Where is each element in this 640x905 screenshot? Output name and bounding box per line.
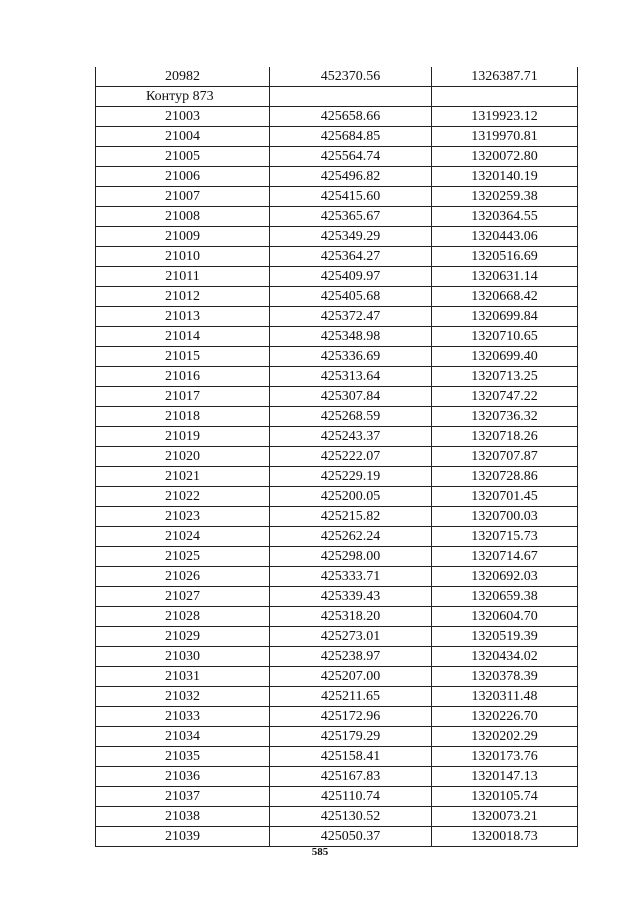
table-row [96, 767, 578, 787]
y-coordinate-cell: 1320378.39 [432, 667, 578, 687]
x-coordinate-cell: 425684.85 [270, 127, 432, 147]
x-coordinate-cell: 425564.74 [270, 147, 432, 167]
x-coordinate-cell: 425339.43 [270, 587, 432, 607]
point-number-cell: 21017 [96, 387, 270, 407]
table-row [96, 507, 578, 527]
section-title: Контур 873 [96, 87, 270, 107]
x-coordinate-cell: 425349.29 [270, 227, 432, 247]
y-coordinate-cell: 1320434.02 [432, 647, 578, 667]
table-row [96, 527, 578, 547]
point-number-cell: 21009 [96, 227, 270, 247]
y-coordinate-cell: 1320692.03 [432, 567, 578, 587]
x-coordinate-cell: 425172.96 [270, 707, 432, 727]
y-coordinate-cell: 1319923.12 [432, 107, 578, 127]
coordinates-table-body [96, 67, 578, 847]
x-coordinate-cell: 425229.19 [270, 467, 432, 487]
table-row [96, 67, 578, 87]
x-coordinate-cell: 425207.00 [270, 667, 432, 687]
x-coordinate-cell: 425211.65 [270, 687, 432, 707]
table-row [96, 407, 578, 427]
table-row [96, 547, 578, 567]
y-coordinate-cell: 1320516.69 [432, 247, 578, 267]
y-coordinate-cell: 1320659.38 [432, 587, 578, 607]
table-row [96, 347, 578, 367]
y-coordinate-cell: 1320699.40 [432, 347, 578, 367]
y-coordinate-cell: 1320668.42 [432, 287, 578, 307]
table-row [96, 207, 578, 227]
x-coordinate-cell: 425179.29 [270, 727, 432, 747]
x-coordinate-cell: 425333.71 [270, 567, 432, 587]
point-number-cell: 21008 [96, 207, 270, 227]
y-coordinate-cell: 1320226.70 [432, 707, 578, 727]
y-coordinate-cell: 1320259.38 [432, 187, 578, 207]
point-number-cell: 21027 [96, 587, 270, 607]
point-number-cell: 21012 [96, 287, 270, 307]
point-number-cell: 21010 [96, 247, 270, 267]
point-number-cell: 21023 [96, 507, 270, 527]
point-number-cell: 21025 [96, 547, 270, 567]
x-coordinate-cell: 425415.60 [270, 187, 432, 207]
x-coordinate-cell: 425167.83 [270, 767, 432, 787]
y-coordinate-cell: 1320747.22 [432, 387, 578, 407]
point-number-cell: 21018 [96, 407, 270, 427]
table-row [96, 487, 578, 507]
y-coordinate-cell: 1320736.32 [432, 407, 578, 427]
point-number-cell: 21037 [96, 787, 270, 807]
point-number-cell: 21003 [96, 107, 270, 127]
point-number-cell: 21038 [96, 807, 270, 827]
x-coordinate-cell: 425268.59 [270, 407, 432, 427]
table-row [96, 387, 578, 407]
y-coordinate-cell: 1320700.03 [432, 507, 578, 527]
table-row [96, 647, 578, 667]
table-row [96, 307, 578, 327]
x-coordinate-cell: 425348.98 [270, 327, 432, 347]
x-coordinate-cell: 425405.68 [270, 287, 432, 307]
section-row [96, 87, 578, 107]
table-row [96, 467, 578, 487]
y-coordinate-cell: 1320364.55 [432, 207, 578, 227]
table-row [96, 187, 578, 207]
table-row [96, 267, 578, 287]
y-coordinate-cell: 1320072.80 [432, 147, 578, 167]
table-row [96, 747, 578, 767]
x-coordinate-cell: 425307.84 [270, 387, 432, 407]
x-coordinate-cell: 425110.74 [270, 787, 432, 807]
point-number-cell: 21019 [96, 427, 270, 447]
x-coordinate-cell: 425496.82 [270, 167, 432, 187]
y-coordinate-cell: 1320018.73 [432, 827, 578, 847]
table-row [96, 687, 578, 707]
x-coordinate-cell: 425158.41 [270, 747, 432, 767]
empty-cell [270, 87, 432, 107]
point-number-cell: 21011 [96, 267, 270, 287]
y-coordinate-cell: 1320443.06 [432, 227, 578, 247]
table-row [96, 707, 578, 727]
point-number-cell: 21039 [96, 827, 270, 847]
table-row [96, 627, 578, 647]
x-coordinate-cell: 425200.05 [270, 487, 432, 507]
point-number-cell: 21004 [96, 127, 270, 147]
table-row [96, 587, 578, 607]
empty-cell [432, 87, 578, 107]
y-coordinate-cell: 1320147.13 [432, 767, 578, 787]
y-coordinate-cell: 1320202.29 [432, 727, 578, 747]
point-number-cell: 21006 [96, 167, 270, 187]
y-coordinate-cell: 1320707.87 [432, 447, 578, 467]
x-coordinate-cell: 425298.00 [270, 547, 432, 567]
y-coordinate-cell: 1320699.84 [432, 307, 578, 327]
x-coordinate-cell: 425318.20 [270, 607, 432, 627]
x-coordinate-cell: 425409.97 [270, 267, 432, 287]
y-coordinate-cell: 1320701.45 [432, 487, 578, 507]
point-number-cell: 21005 [96, 147, 270, 167]
x-coordinate-cell: 425243.37 [270, 427, 432, 447]
point-number-cell: 21029 [96, 627, 270, 647]
table-row [96, 447, 578, 467]
table-row [96, 607, 578, 627]
y-coordinate-cell: 1320173.76 [432, 747, 578, 767]
table-row [96, 147, 578, 167]
y-coordinate-cell: 1320140.19 [432, 167, 578, 187]
table-row [96, 247, 578, 267]
y-coordinate-cell: 1319970.81 [432, 127, 578, 147]
y-coordinate-cell: 1320519.39 [432, 627, 578, 647]
x-coordinate-cell: 425215.82 [270, 507, 432, 527]
table-row [96, 327, 578, 347]
y-coordinate-cell: 1320718.26 [432, 427, 578, 447]
table-row [96, 827, 578, 847]
table-row [96, 367, 578, 387]
point-number-cell: 21024 [96, 527, 270, 547]
x-coordinate-cell: 425050.37 [270, 827, 432, 847]
y-coordinate-cell: 1320728.86 [432, 467, 578, 487]
table-row [96, 227, 578, 247]
x-coordinate-cell: 425273.01 [270, 627, 432, 647]
y-coordinate-cell: 1320073.21 [432, 807, 578, 827]
y-coordinate-cell: 1320714.67 [432, 547, 578, 567]
x-coordinate-cell: 425365.67 [270, 207, 432, 227]
point-number-cell: 21032 [96, 687, 270, 707]
point-number-cell: 21021 [96, 467, 270, 487]
point-number-cell: 21015 [96, 347, 270, 367]
page-number: 585 [311, 846, 329, 858]
table-row [96, 807, 578, 827]
x-coordinate-cell: 425364.27 [270, 247, 432, 267]
x-coordinate-cell: 425313.64 [270, 367, 432, 387]
table-row [96, 427, 578, 447]
point-number-cell: 21036 [96, 767, 270, 787]
table-row [96, 567, 578, 587]
x-coordinate-cell: 425222.07 [270, 447, 432, 467]
point-number-cell: 21016 [96, 367, 270, 387]
point-number-cell: 21014 [96, 327, 270, 347]
point-number-cell: 21033 [96, 707, 270, 727]
table-row [96, 107, 578, 127]
table-row [96, 667, 578, 687]
y-coordinate-cell: 1326387.71 [432, 67, 578, 87]
point-number-cell: 21022 [96, 487, 270, 507]
x-coordinate-cell: 452370.56 [270, 67, 432, 87]
point-number-cell: 21030 [96, 647, 270, 667]
point-number-cell: 21007 [96, 187, 270, 207]
x-coordinate-cell: 425336.69 [270, 347, 432, 367]
x-coordinate-cell: 425372.47 [270, 307, 432, 327]
x-coordinate-cell: 425238.97 [270, 647, 432, 667]
point-number-cell: 21026 [96, 567, 270, 587]
x-coordinate-cell: 425262.24 [270, 527, 432, 547]
y-coordinate-cell: 1320311.48 [432, 687, 578, 707]
table-row [96, 167, 578, 187]
point-number-cell: 21020 [96, 447, 270, 467]
table-row [96, 727, 578, 747]
y-coordinate-cell: 1320710.65 [432, 327, 578, 347]
x-coordinate-cell: 425130.52 [270, 807, 432, 827]
coordinates-table [95, 67, 578, 847]
table-row [96, 787, 578, 807]
point-number-cell: 21028 [96, 607, 270, 627]
point-number-cell: 21031 [96, 667, 270, 687]
point-number-cell: 21035 [96, 747, 270, 767]
x-coordinate-cell: 425658.66 [270, 107, 432, 127]
y-coordinate-cell: 1320604.70 [432, 607, 578, 627]
y-coordinate-cell: 1320631.14 [432, 267, 578, 287]
point-number-cell: 21013 [96, 307, 270, 327]
point-number-cell: 21034 [96, 727, 270, 747]
table-row [96, 287, 578, 307]
y-coordinate-cell: 1320713.25 [432, 367, 578, 387]
y-coordinate-cell: 1320715.73 [432, 527, 578, 547]
y-coordinate-cell: 1320105.74 [432, 787, 578, 807]
table-row [96, 127, 578, 147]
point-number-cell: 20982 [96, 67, 270, 87]
